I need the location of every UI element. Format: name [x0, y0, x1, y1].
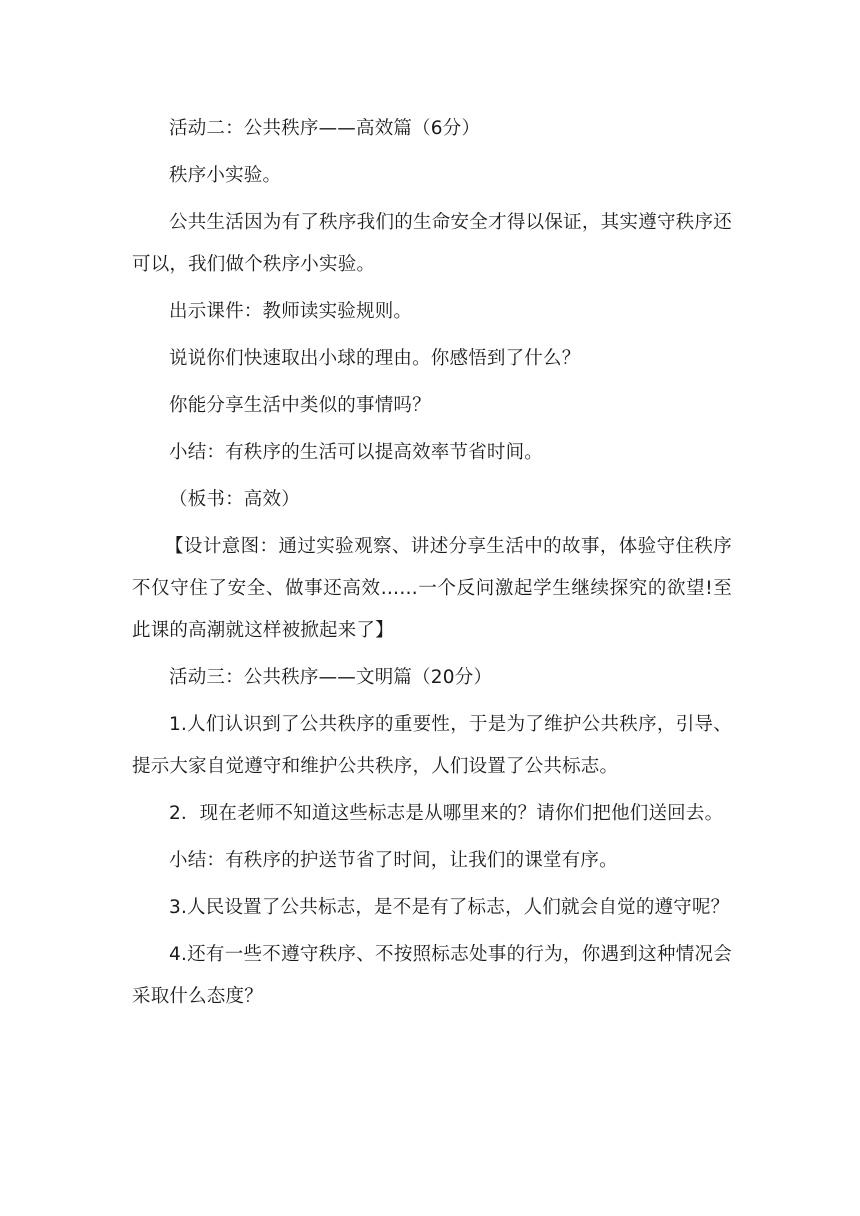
paragraph-board-note: （板书：高效）	[169, 489, 300, 510]
paragraph-item-1: 1.人们认识到了公共秩序的重要性，于是为了维护公共秩序，引导、提示大家自觉遵守和维护公共秩序，人们设置了公共标志。	[132, 714, 732, 777]
paragraph-item-3: 3.人民设置了公共标志，是不是有了标志，人们就会自觉的遵守呢？	[169, 897, 730, 918]
document-body	[132, 108, 732, 1023]
paragraph-order-experiment: 秩序小实验。	[169, 165, 282, 186]
paragraph-public-life: 公共生活因为有了秩序我们的生命安全才得以保证，其实遵守秩序还可以，我们做个秩序小实验。	[132, 212, 732, 275]
paragraph-courseware: 出示课件：教师读实验规则。	[169, 301, 413, 322]
activity-two-heading: 活动二：公共秩序——高效篇（6分）	[169, 118, 481, 139]
activity-three-heading: 活动三：公共秩序——文明篇（20分）	[169, 667, 493, 688]
paragraph-item-2: 2．现在老师不知道这些标志是从哪里来的？请你们把他们送回去。	[169, 803, 724, 824]
paragraph-summary-efficiency: 小结：有秩序的生活可以提高效率节省时间。	[169, 442, 544, 463]
paragraph-summary-escort: 小结：有秩序的护送节省了时间，让我们的课堂有序。	[169, 850, 618, 871]
paragraph-design-intent: 【设计意图：通过实验观察、讲述分享生活中的故事，体验守住秩序不仅守住了安全、做事还高效……一个反问激起学生继续探究的欲望!至此课的高潮就这样被掀起来了】	[132, 536, 732, 641]
paragraph-question-reason: 说说你们快速取出小球的理由。你感悟到了什么？	[169, 348, 581, 369]
paragraph-item-4: 4.还有一些不遵守秩序、不按照标志处事的行为，你遇到这种情况会采取什么态度？	[132, 944, 732, 1007]
paragraph-question-share: 你能分享生活中类似的事情吗？	[169, 395, 431, 416]
